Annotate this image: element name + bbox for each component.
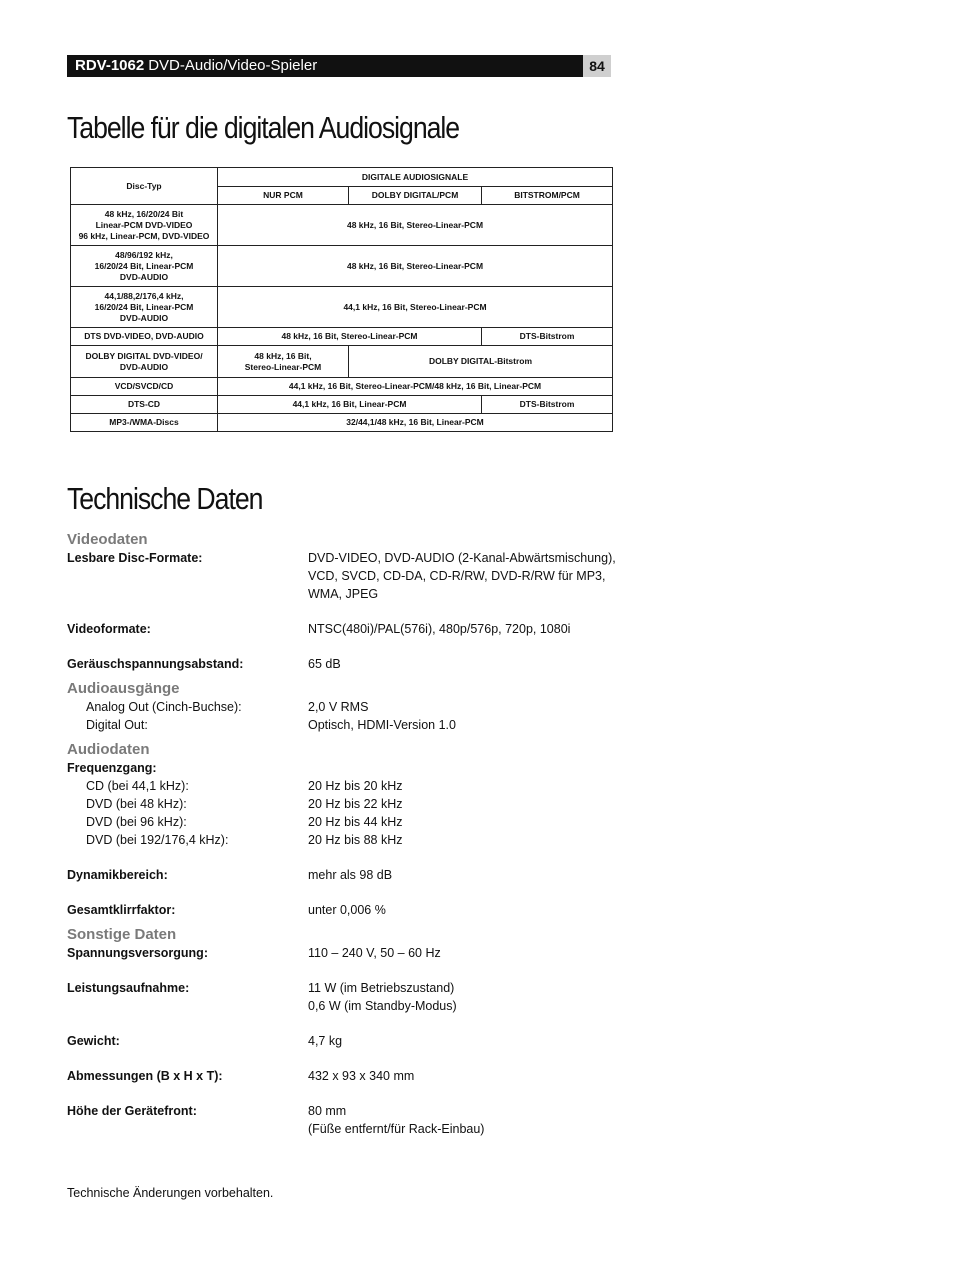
spec-value: NTSC(480i)/PAL(576i), 480p/576p, 720p, 1080i [308, 622, 571, 636]
spec-row [67, 901, 667, 919]
spec-label: Höhe der Gerätefront: [67, 1104, 197, 1118]
spec-row [67, 813, 667, 831]
spec-row [67, 979, 667, 1015]
spec-row [67, 698, 667, 716]
spec-row [67, 795, 667, 813]
spec-label: Dynamikbereich: [67, 868, 168, 882]
digital-audio-signal-table [70, 167, 613, 432]
disc-cell: 44,1/88,2/176,4 kHz, 16/20/24 Bit, Linear-PCM DVD-AUDIO [71, 287, 218, 328]
group-header-digital: DIGITALE AUDIOSIGNALE [218, 168, 613, 187]
page-header [67, 55, 611, 77]
col-bitstream-pcm: BITSTROM/PCM [482, 187, 613, 205]
table-row [71, 287, 613, 328]
spec-row [67, 620, 667, 638]
disc-cell: 48/96/192 kHz, 16/20/24 Bit, Linear-PCM DVD-AUDIO [71, 246, 218, 287]
value-cell: 48 kHz, 16 Bit, Stereo-Linear-PCM [218, 205, 613, 246]
specs-section-title: Technische Daten [67, 481, 263, 516]
spec-row [67, 716, 667, 734]
spec-label: Leistungsaufnahme: [67, 981, 190, 995]
spec-label: Abmessungen (B x H x T): [67, 1069, 223, 1083]
table-row [71, 378, 613, 396]
spec-value: Optisch, HDMI-Version 1.0 [308, 718, 456, 732]
spec-row [67, 549, 667, 603]
spec-label: CD (bei 44,1 kHz): [86, 779, 189, 793]
bitstream-cell: DTS-Bitstrom [482, 328, 613, 346]
spec-value: 20 Hz bis 88 kHz [308, 833, 403, 847]
spec-value: 65 dB [308, 657, 341, 671]
col-pcm-only: NUR PCM [218, 187, 349, 205]
spec-label: Frequenzgang: [67, 761, 157, 775]
value-cell: 44,1 kHz, 16 Bit, Stereo-Linear-PCM/48 kHz, 16 Bit, Linear-PCM [218, 378, 613, 396]
spec-row [67, 777, 667, 795]
spec-value: 110 – 240 V, 50 – 60 Hz [308, 946, 441, 960]
table-row [71, 205, 613, 246]
spec-value: 20 Hz bis 20 kHz [308, 779, 403, 793]
spec-label: Gesamtklirrfaktor: [67, 903, 176, 917]
bitstream-cell: DTS-Bitstrom [482, 396, 613, 414]
spec-value: 80 mm (Füße entfernt/für Rack-Einbau) [308, 1104, 485, 1136]
table-row [71, 346, 613, 378]
spec-label: DVD (bei 48 kHz): [86, 797, 187, 811]
value-cell: 32/44,1/48 kHz, 16 Bit, Linear-PCM [218, 414, 613, 432]
disc-cell: DOLBY DIGITAL DVD-VIDEO/ DVD-AUDIO [71, 346, 218, 378]
spec-row [67, 1032, 667, 1050]
spec-value: 432 x 93 x 340 mm [308, 1069, 415, 1083]
col-disc-type: Disc-Typ [71, 168, 218, 205]
spec-label: Analog Out (Cinch-Buchse): [86, 700, 242, 714]
spec-row [67, 1067, 667, 1085]
header-product: DVD-Audio/Video-Spieler [148, 57, 318, 74]
value-cell: 44,1 kHz, 16 Bit, Linear-PCM [218, 396, 482, 414]
spec-row [67, 759, 667, 777]
spec-value: unter 0,006 % [308, 903, 386, 917]
footer-note: Technische Änderungen vorbehalten. [67, 1186, 274, 1200]
technical-specs [67, 530, 667, 1138]
spec-label: Videoformate: [67, 622, 151, 636]
disc-cell: MP3-/WMA-Discs [71, 414, 218, 432]
spec-row [67, 1102, 667, 1138]
table-row [71, 396, 613, 414]
spec-label: Spannungsversorgung: [67, 946, 208, 960]
spec-label: Digital Out: [86, 718, 148, 732]
spec-label: DVD (bei 192/176,4 kHz): [86, 833, 229, 847]
disc-cell: DTS DVD-VIDEO, DVD-AUDIO [71, 328, 218, 346]
spec-row [67, 944, 667, 962]
disc-cell: 48 kHz, 16/20/24 Bit Linear-PCM DVD-VIDEO 96 kHz, Linear-PCM, DVD-VIDEO [71, 205, 218, 246]
value-cell: 48 kHz, 16 Bit, Stereo-Linear-PCM [218, 246, 613, 287]
spec-value: 4,7 kg [308, 1034, 343, 1048]
spec-value: 11 W (im Betriebszustand) 0,6 W (im Standby-Modus) [308, 981, 457, 1013]
page-number: 84 [583, 55, 611, 77]
value-cell: 48 kHz, 16 Bit, Stereo-Linear-PCM [218, 328, 482, 346]
spec-value: DVD-VIDEO, DVD-AUDIO (2-Kanal-Abwärtsmischung), VCD, SVCD, CD-DA, CD-R/RW, DVD-R/RW für MP3, WMA, JPEG [308, 551, 616, 601]
spec-value: mehr als 98 dB [308, 868, 393, 882]
spec-label: DVD (bei 96 kHz): [86, 815, 187, 829]
pcm-cell: 48 kHz, 16 Bit, Stereo-Linear-PCM [218, 346, 349, 378]
spec-label: Gewicht: [67, 1034, 120, 1048]
col-dolby-pcm: DOLBY DIGITAL/PCM [349, 187, 482, 205]
value-cell: 44,1 kHz, 16 Bit, Stereo-Linear-PCM [218, 287, 613, 328]
header-title-bar [67, 55, 583, 77]
section-heading-audio-out: Audioausgänge [67, 680, 180, 697]
section-heading-other: Sonstige Daten [67, 926, 177, 943]
header-model: RDV-1062 [75, 57, 145, 74]
value-cell: DOLBY DIGITAL-Bitstrom [349, 346, 613, 378]
spec-value: 2,0 V RMS [308, 700, 369, 714]
spec-value: 20 Hz bis 22 kHz [308, 797, 403, 811]
spec-value: 20 Hz bis 44 kHz [308, 815, 403, 829]
spec-row [67, 866, 667, 884]
section-heading-audio-data: Audiodaten [67, 741, 150, 758]
table-row [71, 328, 613, 346]
section-heading-video: Videodaten [67, 531, 148, 548]
table-row [71, 414, 613, 432]
spec-label: Geräuschspannungsabstand: [67, 657, 244, 671]
spec-label: Lesbare Disc-Formate: [67, 551, 203, 565]
disc-cell: VCD/SVCD/CD [71, 378, 218, 396]
spec-row [67, 831, 667, 849]
table-row [71, 246, 613, 287]
disc-cell: DTS-CD [71, 396, 218, 414]
spec-row [67, 655, 667, 673]
table-section-title: Tabelle für die digitalen Audiosignale [67, 110, 460, 145]
